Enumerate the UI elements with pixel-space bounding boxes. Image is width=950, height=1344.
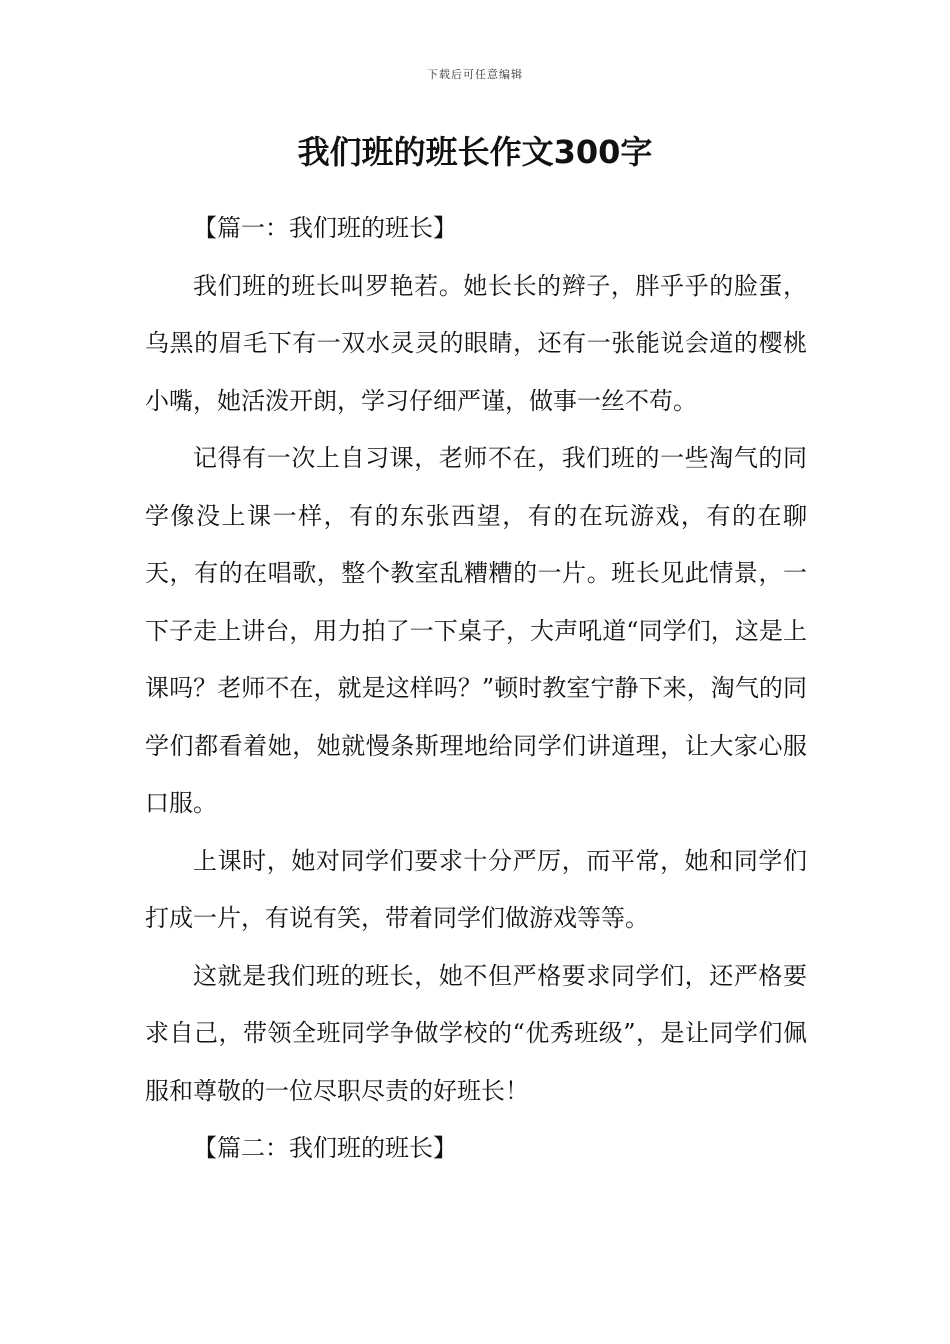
- document-title: 我们班的班长作文300字: [297, 133, 653, 171]
- page-header-note: 下载后可任意编辑: [427, 68, 523, 81]
- section-heading-1: 【篇一：我们班的班长】: [193, 214, 457, 242]
- paragraph-conclusion: 这就是我们班的班长，她不但严格要求同学们，还严格要求自己，带领全班同学争做学校的“优秀班级”，是让同学们佩服和尊敬的一位尽职尽责的好班长！: [145, 961, 807, 1105]
- paragraph-in-class: 上课时，她对同学们要求十分严厉，而平常，她和同学们打成一片，有说有笑，带着同学们做游戏等等。: [145, 846, 807, 932]
- document-body: [145, 200, 807, 1178]
- section-heading-2: 【篇二：我们班的班长】: [193, 1134, 457, 1162]
- paragraph-story: 记得有一次上自习课，老师不在，我们班的一些淘气的同学像没上课一样，有的东张西望，有的在玩游戏，有的在聊天，有的在唱歌，整个教室乱糟糟的一片。班长见此情景，一下子走上讲台，用力拍了一下桌子，大声吼道“同学们，这是上课吗？老师不在，就是这样吗？”顿时教室宁静下来，淘气的同学们都看着她，她就慢条斯理地给同学们讲道理，让大家心服口服。: [145, 444, 807, 817]
- paragraph-description: 我们班的班长叫罗艳若。她长长的辫子，胖乎乎的脸蛋，乌黑的眉毛下有一双水灵灵的眼睛，还有一张能说会道的樱桃小嘴，她活泼开朗，学习仔细严谨，做事一丝不苟。: [145, 271, 807, 415]
